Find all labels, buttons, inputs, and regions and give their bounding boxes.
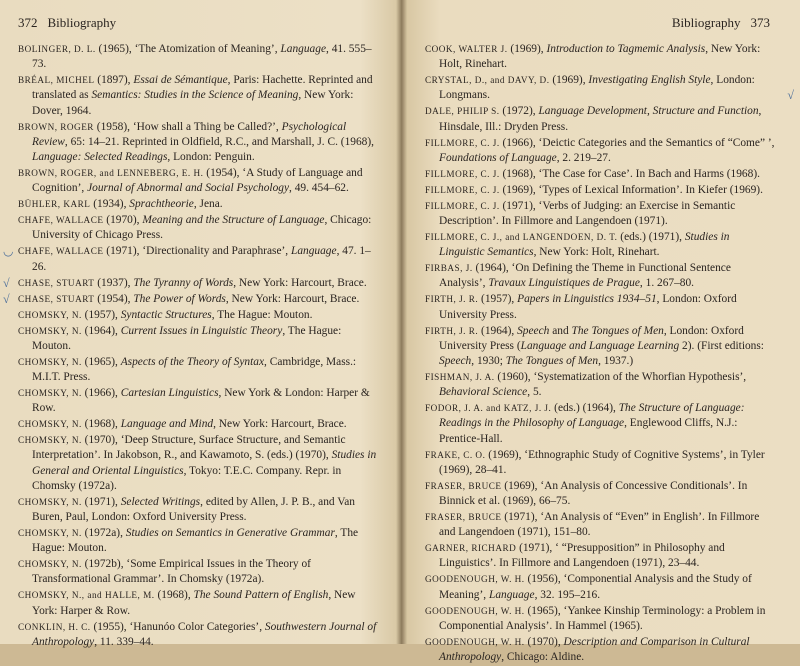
entry-text: (1957), [81,308,121,321]
entry-title: Southwestern Journal of Anthropology [32,620,377,648]
entry-text: (1970), [103,214,143,227]
entry-title: Language: Selected Readings [32,151,168,164]
entry-title: Language [280,43,327,55]
entry-text: , New York: Holt, Rinehart. [533,246,660,259]
entry-title: Essai de Sémantique [133,74,228,87]
entry-text: , 41. 555–73. [32,43,372,71]
entry-title: Travaux Linguistiques de Prague [488,277,640,290]
bibliography-entry [18,166,382,196]
entry-title: Selected Writings [120,495,201,508]
bibliography-entry [18,495,382,525]
entry-text: and [549,324,572,337]
entry-title: Speech [517,324,550,337]
entry-text: (1969), ‘Ethnographic Study of Cognitive Systems’, in Tyler (1969), 28–41. [439,448,765,476]
entry-text: (1972b), ‘Some Empirical Issues in the Theory of Transformational Grammar’. In Chomsky (1972a). [32,558,311,586]
bibliography-entry [425,199,777,229]
entry-text: , Hinsdale, Ill.: Dryden Press. [439,105,762,133]
entry-author: CHASE, STUART [18,277,95,288]
entry-author: GOODENOUGH, W. H. [425,605,525,616]
entry-text: , 65: 14–21. Reprinted in Oldfield, R.C., and Marshall, J. C. (1968), [64,135,374,148]
entry-text: (1964), [478,324,518,337]
entry-text: , Cambridge, Mass.: M.I.T. Press. [32,355,357,384]
entry-title: Language and Language Learning [520,339,680,352]
entry-text: , The Hague: Mouton. [211,308,313,321]
bibliography-entry [3,244,382,274]
entry-text: (1969), ‘Types of Lexical Information’. In Kiefer (1969). [499,183,763,196]
entry-text: , New York & London: Harper & Row. [32,387,370,415]
bibliography-entry [425,261,777,291]
entry-author: CHOMSKY, N. [18,496,82,507]
entry-author: FILLMORE, C. J. [425,137,500,148]
entry-text: (1970), [524,635,564,648]
entry-text: (1954), [94,292,134,305]
entry-text: (eds.) (1964), [551,402,619,415]
entry-author: CHOMSKY, N. [18,528,82,539]
entry-text: , New York: Harcourt, Brace. [213,418,347,431]
entry-author: GOODENOUGH, W. H. [425,636,525,647]
entry-text: (1934), [90,198,130,211]
entry-title: Speech [439,355,472,368]
entry-title: Language [291,245,337,258]
entry-author: FRASER, BRUCE [425,480,502,491]
entry-text: , Chicago: University of Chicago Press. [32,214,372,242]
entry-text: , edited by Allen, J. P. B., and Van Buren, Paul, London: Oxford University Press. [32,495,355,524]
entry-text: , 32. 195–216. [534,588,601,601]
bibliography-entry [425,167,777,182]
bibliography-entry [425,73,794,103]
entry-text: , Englewood Cliffs, N.J.: Prentice-Hall. [439,417,738,445]
entry-author: CHOMSKY, N. [18,325,82,336]
entry-author: DALE, PHILIP S. [425,106,500,117]
entry-title: The Sound Pattern of English [193,589,329,602]
entry-text: , London: Oxford University Press ( [439,324,744,352]
entry-author: CHASE, STUART [18,293,95,304]
entry-author: BÜHLER, KARL [18,199,91,210]
entry-title: Journal of Abnormal and Social Psychology [87,182,290,195]
entry-author: FIRTH, J. R. [425,325,479,336]
right-page-number: 373 [750,15,770,30]
entry-author: FRASER, BRUCE [425,512,502,523]
entry-text: , New York: Holt, Rinehart. [439,43,761,71]
entry-text: (1897), [94,74,134,87]
entry-title: The Power of Words [133,292,226,305]
entry-author: FILLMORE, C. J. [425,168,500,179]
bibliography-entry [425,292,777,322]
bibliography-entry [425,401,777,447]
bibliography-entry [425,136,777,166]
entry-author: FODOR, J. A. and KATZ, J. J. [425,403,552,414]
right-page [403,0,800,664]
entry-text: , New York: Harcourt, Brace. [233,276,367,289]
bibliography-entry [18,213,382,243]
entry-author: FILLMORE, C. J. [425,200,500,211]
entry-title: Introduction to Tagmemic Analysis [546,43,706,55]
left-bibliography-list [3,42,382,651]
entry-text: , New York: Harcourt, Brace. [225,292,360,305]
entry-title: Aspects of the Theory of Syntax [120,355,265,368]
bibliography-entry [3,275,382,291]
entry-text: (1937), [94,276,134,289]
bibliography-entry [425,635,777,665]
bibliography-entry [18,557,382,587]
entry-text: (1971), ‘ “Presupposition” in Philosophy and Linguistics’. In Fillmore and Langendoen (1971), 23–44. [439,542,725,570]
entry-text: , 1930; [471,355,506,368]
entry-text: , New York: Dover, 1964. [32,89,354,117]
entry-text: (eds.) (1971), [617,231,685,244]
entry-text: (1966), [81,387,121,400]
entry-text: (1971), ‘Directionality and Paraphrase’, [103,245,291,258]
entry-text: , 1937.) [598,355,634,368]
entry-title: Studies in Linguistic Semantics [439,231,730,259]
entry-text: , Paris: Hachette. Reprinted and translated as [32,74,373,102]
bibliography-entry [18,620,382,650]
pencil-check-mark: √ [3,275,10,290]
entry-text: (1971), ‘Verbs of Judging: an Exercise in Semantic Description’. In Fillmore and Langendoen (1971). [439,199,736,228]
bibliography-entry [18,417,382,432]
bibliography-entry [425,104,777,134]
entry-title: Meaning and the Structure of Language [142,214,325,227]
entry-text: , London: Longmans. [439,74,755,102]
entry-text: (1970), ‘Deep Structure, Surface Structure, and Semantic Interpretation’. In Jakobson, R., and Kawamoto, S. (eds.) (1970), [32,434,346,462]
entry-title: The Tyranny of Words [133,276,234,289]
entry-text: , Tokyo: T.E.C. Company. Repr. in Chomsky (1972a). [32,464,342,492]
entry-text: (1955), ‘Hanunóo Color Categories’, [90,620,265,633]
entry-author: FIRTH, J. R. [425,294,479,305]
entry-title: Investigating English Style [588,74,711,87]
entry-text: (1954), ‘A Study of Language and Cognition’, [32,167,363,195]
entry-author: GOODENOUGH, W. H. [425,574,525,585]
entry-text: (1968), ‘The Case for Case’. In Bach and Harms (1968). [499,167,760,180]
entry-author: FILLMORE, C. J. [425,184,500,195]
entry-author: CHOMSKY, N. [18,388,82,399]
entry-author: CRYSTAL, D., and DAVY, D. [425,75,550,86]
entry-title: Language Development, Structure and Function [538,105,759,118]
entry-author: COOK, WALTER J. [425,44,508,54]
entry-title: Foundations of Language [439,151,557,164]
bibliography-entry [18,433,382,494]
entry-text: (1968), [81,418,121,431]
entry-title: Description and Comparison in Cultural Anthropology [439,635,750,664]
entry-text: (1960), ‘Systematization of the Whorfian Hypothesis’, [494,371,747,384]
bibliography-entry [3,291,382,307]
entry-author: FISHMAN, J. A. [425,372,495,383]
entry-author: CHOMSKY, N. [18,419,82,430]
bibliography-entry [425,230,777,260]
left-running-title: Bibliography [47,15,117,30]
bibliography-entry [425,183,777,198]
entry-text: (1965), ‘Yankee Kinship Terminology: a Problem in Componential Analysis’. In Hammel (1965). [439,604,766,632]
entry-text: (1969), [549,74,589,87]
entry-text: 2). (First editions: [679,339,764,352]
bibliography-entry [425,324,777,370]
bibliography-entry [425,448,777,478]
left-page [0,0,400,648]
entry-text: (1969), [507,43,547,55]
entry-text: (1964), [81,324,121,337]
entry-text: , The Hague: Mouton. [32,527,359,555]
entry-text: , 49. 454–62. [289,182,349,195]
bibliography-entry [425,604,777,634]
entry-text: , London: Penguin. [167,151,255,164]
entry-text: (1972a), [81,527,126,540]
entry-title: Sprachtheorie [129,198,194,211]
entry-author: CHOMSKY, N. [18,356,82,367]
entry-author: CHOMSKY, N. [18,435,82,446]
entry-text: , The Hague: Mouton. [32,324,342,352]
entry-title: Language and Mind [120,418,214,431]
entry-author: CONKLIN, H. C. [18,621,91,632]
entry-text: , 2. 219–27. [556,151,611,164]
entry-title: Cartesian Linguistics [120,387,219,400]
entry-text: , London: Oxford University Press. [439,293,737,321]
bibliography-entry [425,370,777,400]
entry-title: The Structure of Language: Readings in the Philosophy of Language [439,402,745,430]
bibliography-entry [425,510,777,540]
entry-author: CHAFE, WALLACE [18,246,104,257]
bibliography-entry [18,386,382,416]
entry-text: , New York: Harper & Row. [32,589,356,617]
pencil-check-mark: √ [787,88,794,103]
left-page-number: 372 [18,15,38,30]
entry-author: BROWN, ROGER, and LENNEBERG, E. H. [18,168,204,179]
pencil-check-mark: √ [3,291,10,306]
entry-title: Language [488,588,535,601]
entry-text: (1972), [499,105,539,118]
entry-text: (1957), [478,293,518,306]
entry-author: FRAKE, C. O. [425,449,486,460]
bibliography-entry [425,572,777,602]
entry-text: , 5. [527,386,542,399]
entry-text: , 11. 339–44. [94,635,154,648]
entry-title: Studies on Semantics in Generative Grammar [125,527,335,540]
entry-text: , 1. 267–80. [639,277,695,290]
entry-author: CHOMSKY, N. [18,559,82,570]
entry-title: Syntactic Structures [120,308,212,321]
bibliography-entry [425,42,777,72]
entry-title: Semantics: Studies in the Science of Meaning [91,89,299,102]
entry-text: (1965), [81,355,121,368]
entry-text: (1971), [81,495,121,508]
entry-text: (1958), ‘How shall a Thing be Called?’, [93,120,282,133]
right-running-head [672,15,770,31]
entry-text: (1968), [154,589,194,602]
entry-text: (1969), ‘An Analysis of Concessive Conditionals’. In Binnick et al. (1969), 66–75. [439,479,748,508]
entry-title: The Tongues of Men [571,324,664,337]
entry-text: (1965), ‘The Atomization of Meaning’, [95,43,281,55]
entry-author: GARNER, RICHARD [425,543,517,554]
entry-title: Studies in General and Oriental Linguistics [32,449,377,477]
bibliography-entry [18,526,382,556]
bibliography-entry [18,324,382,354]
entry-title: Psychological Review [32,120,347,148]
entry-text: , 47. 1–26. [32,245,371,273]
entry-title: Current Issues in Linguistic Theory [120,324,283,337]
entry-title: Papers in Linguistics 1934–51 [517,293,657,306]
entry-author: CHAFE, WALLACE [18,215,104,226]
entry-text: (1971), ‘An Analysis of “Even” in English’. In Fillmore and Langendoen (1971), 151–80. [439,511,760,539]
bibliography-entry [18,42,382,72]
entry-title: Behavioral Science [439,386,528,399]
bibliography-entry [425,541,777,571]
entry-author: FIRBAS, J. [425,263,473,274]
entry-text: , Jena. [193,198,223,211]
bibliography-entry [18,197,382,212]
pencil-check-mark: ◡ [3,244,14,259]
bibliography-entry [18,73,382,119]
right-running-title: Bibliography [671,15,741,30]
entry-author: FILLMORE, C. J., and LANGENDOEN, D. T. [425,232,618,243]
entry-author: CHOMSKY, N. [18,309,82,320]
bibliography-entry [18,588,382,618]
bibliography-entry [425,479,777,509]
entry-text: (1956), ‘Componential Analysis and the Study of Meaning’, [439,573,752,601]
left-running-head [18,15,116,31]
bibliography-entry [18,120,382,166]
right-bibliography-list [425,42,794,666]
entry-text: (1964), ‘On Defining the Theme in Functional Sentence Analysis’, [439,262,731,290]
bibliography-entry [18,355,382,385]
entry-author: BOLINGER, D. L. [18,44,96,54]
entry-author: BRÉAL, MICHEL [18,75,95,86]
entry-author: CHOMSKY, N., and HALLE, M. [18,590,155,601]
bibliography-entry [18,308,382,323]
entry-text: (1966), ‘Deictic Categories and the Semantics of “Come” ’, [499,136,775,149]
entry-author: BROWN, ROGER [18,121,94,132]
entry-title: The Tongues of Men [505,355,599,368]
entry-text: , Chicago: Aldine. [501,651,585,664]
